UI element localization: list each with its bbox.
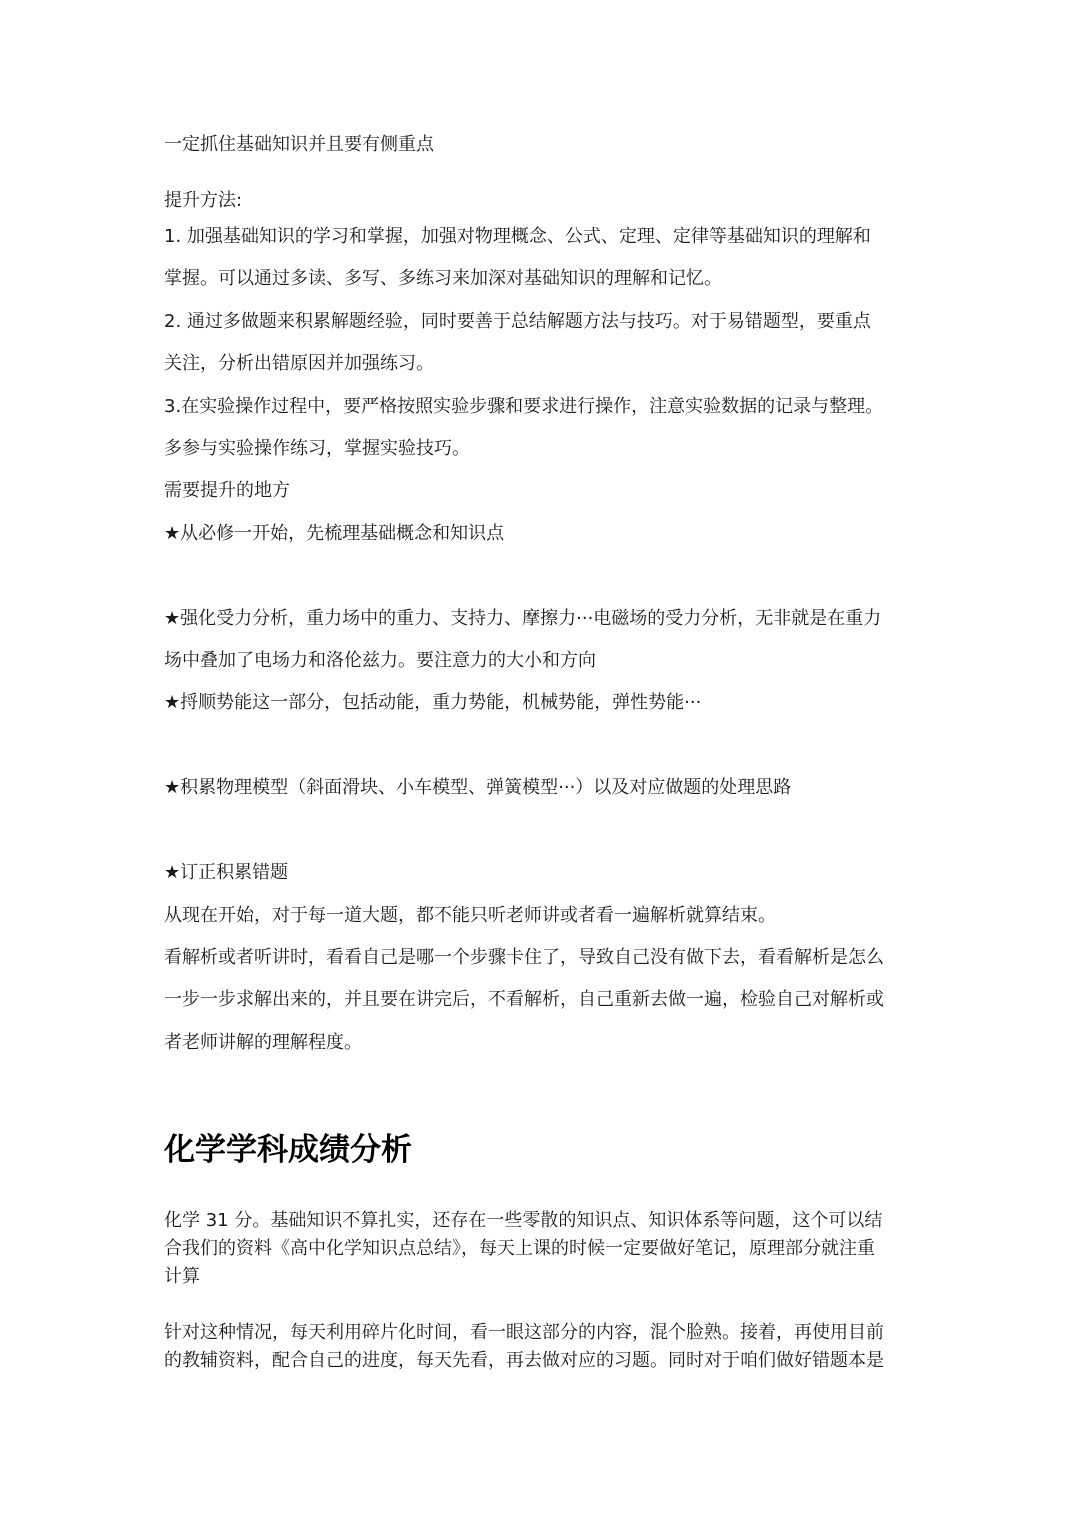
star-item-1: ★从必修一开始，先梳理基础概念和知识点 — [164, 523, 505, 544]
star-item-3: ★捋顺势能这一部分，包括动能，重力势能，机械势能，弹性势能··· — [164, 692, 702, 713]
star-item-2-line-1: ★强化受力分析，重力场中的重力、支持力、摩擦力···电磁场的受力分析，无非就是在重力 — [164, 608, 882, 629]
chemistry-heading: 化学学科成绩分析 — [164, 1132, 412, 1168]
method-2-line-2: 关注，分析出错原因并加强练习。 — [164, 353, 434, 374]
paragraph-1: 从现在开始，对于每一道大题，都不能只听老师讲或者看一遍解析就算结束。 — [164, 905, 776, 926]
improve-title: 需要提升的地方 — [164, 480, 290, 501]
methods-title: 提升方法: — [164, 190, 243, 211]
method-1-line-2: 掌握。可以通过多读、多写、多练习来加深对基础知识的理解和记忆。 — [164, 268, 722, 289]
chemistry-para-2-line-1: 针对这种情况，每天利用碎片化时间，看一眼这部分的内容，混个脸熟。接着，再使用目前 — [164, 1322, 884, 1343]
method-1-line-1: 1. 加强基础知识的学习和掌握，加强对物理概念、公式、定理、定律等基础知识的理解和 — [164, 226, 871, 247]
star-item-2-line-2: 场中叠加了电场力和洛伦兹力。要注意力的大小和方向 — [164, 650, 596, 671]
method-2-line-1: 2. 通过多做题来积累解题经验，同时要善于总结解题方法与技巧。对于易错题型，要重点 — [164, 311, 871, 332]
physics-intro-text: 一定抓住基础知识并且要有侧重点 — [164, 134, 434, 155]
star-item-5: ★订正积累错题 — [164, 862, 289, 883]
chemistry-para-1-line-1: 化学 31 分。基础知识不算扎实，还存在一些零散的知识点、知识体系等问题，这个可以结 — [164, 1210, 883, 1231]
method-3-line-1: 3.在实验操作过程中，要严格按照实验步骤和要求进行操作，注意实验数据的记录与整理。 — [164, 396, 884, 417]
paragraph-2-line-3: 者老师讲解的理解程度。 — [164, 1032, 362, 1053]
chemistry-para-1-line-3: 计算 — [164, 1266, 200, 1287]
star-item-4: ★积累物理模型（斜面滑块、小车模型、弹簧模型···）以及对应做题的处理思路 — [164, 777, 792, 798]
method-3-line-2: 多参与实验操作练习，掌握实验技巧。 — [164, 438, 470, 459]
chemistry-para-2-line-2: 的教辅资料，配合自己的进度，每天先看，再去做对应的习题。同时对于咱们做好错题本是 — [164, 1350, 884, 1371]
paragraph-2-line-1: 看解析或者听讲时，看看自己是哪一个步骤卡住了，导致自己没有做下去，看看解析是怎么 — [164, 947, 884, 968]
paragraph-2-line-2: 一步一步求解出来的，并且要在讲完后，不看解析，自己重新去做一遍，检验自己对解析或 — [164, 989, 884, 1010]
chemistry-para-1-line-2: 合我们的资料《高中化学知识点总结》，每天上课的时候一定要做好笔记，原理部分就注重 — [164, 1238, 875, 1259]
